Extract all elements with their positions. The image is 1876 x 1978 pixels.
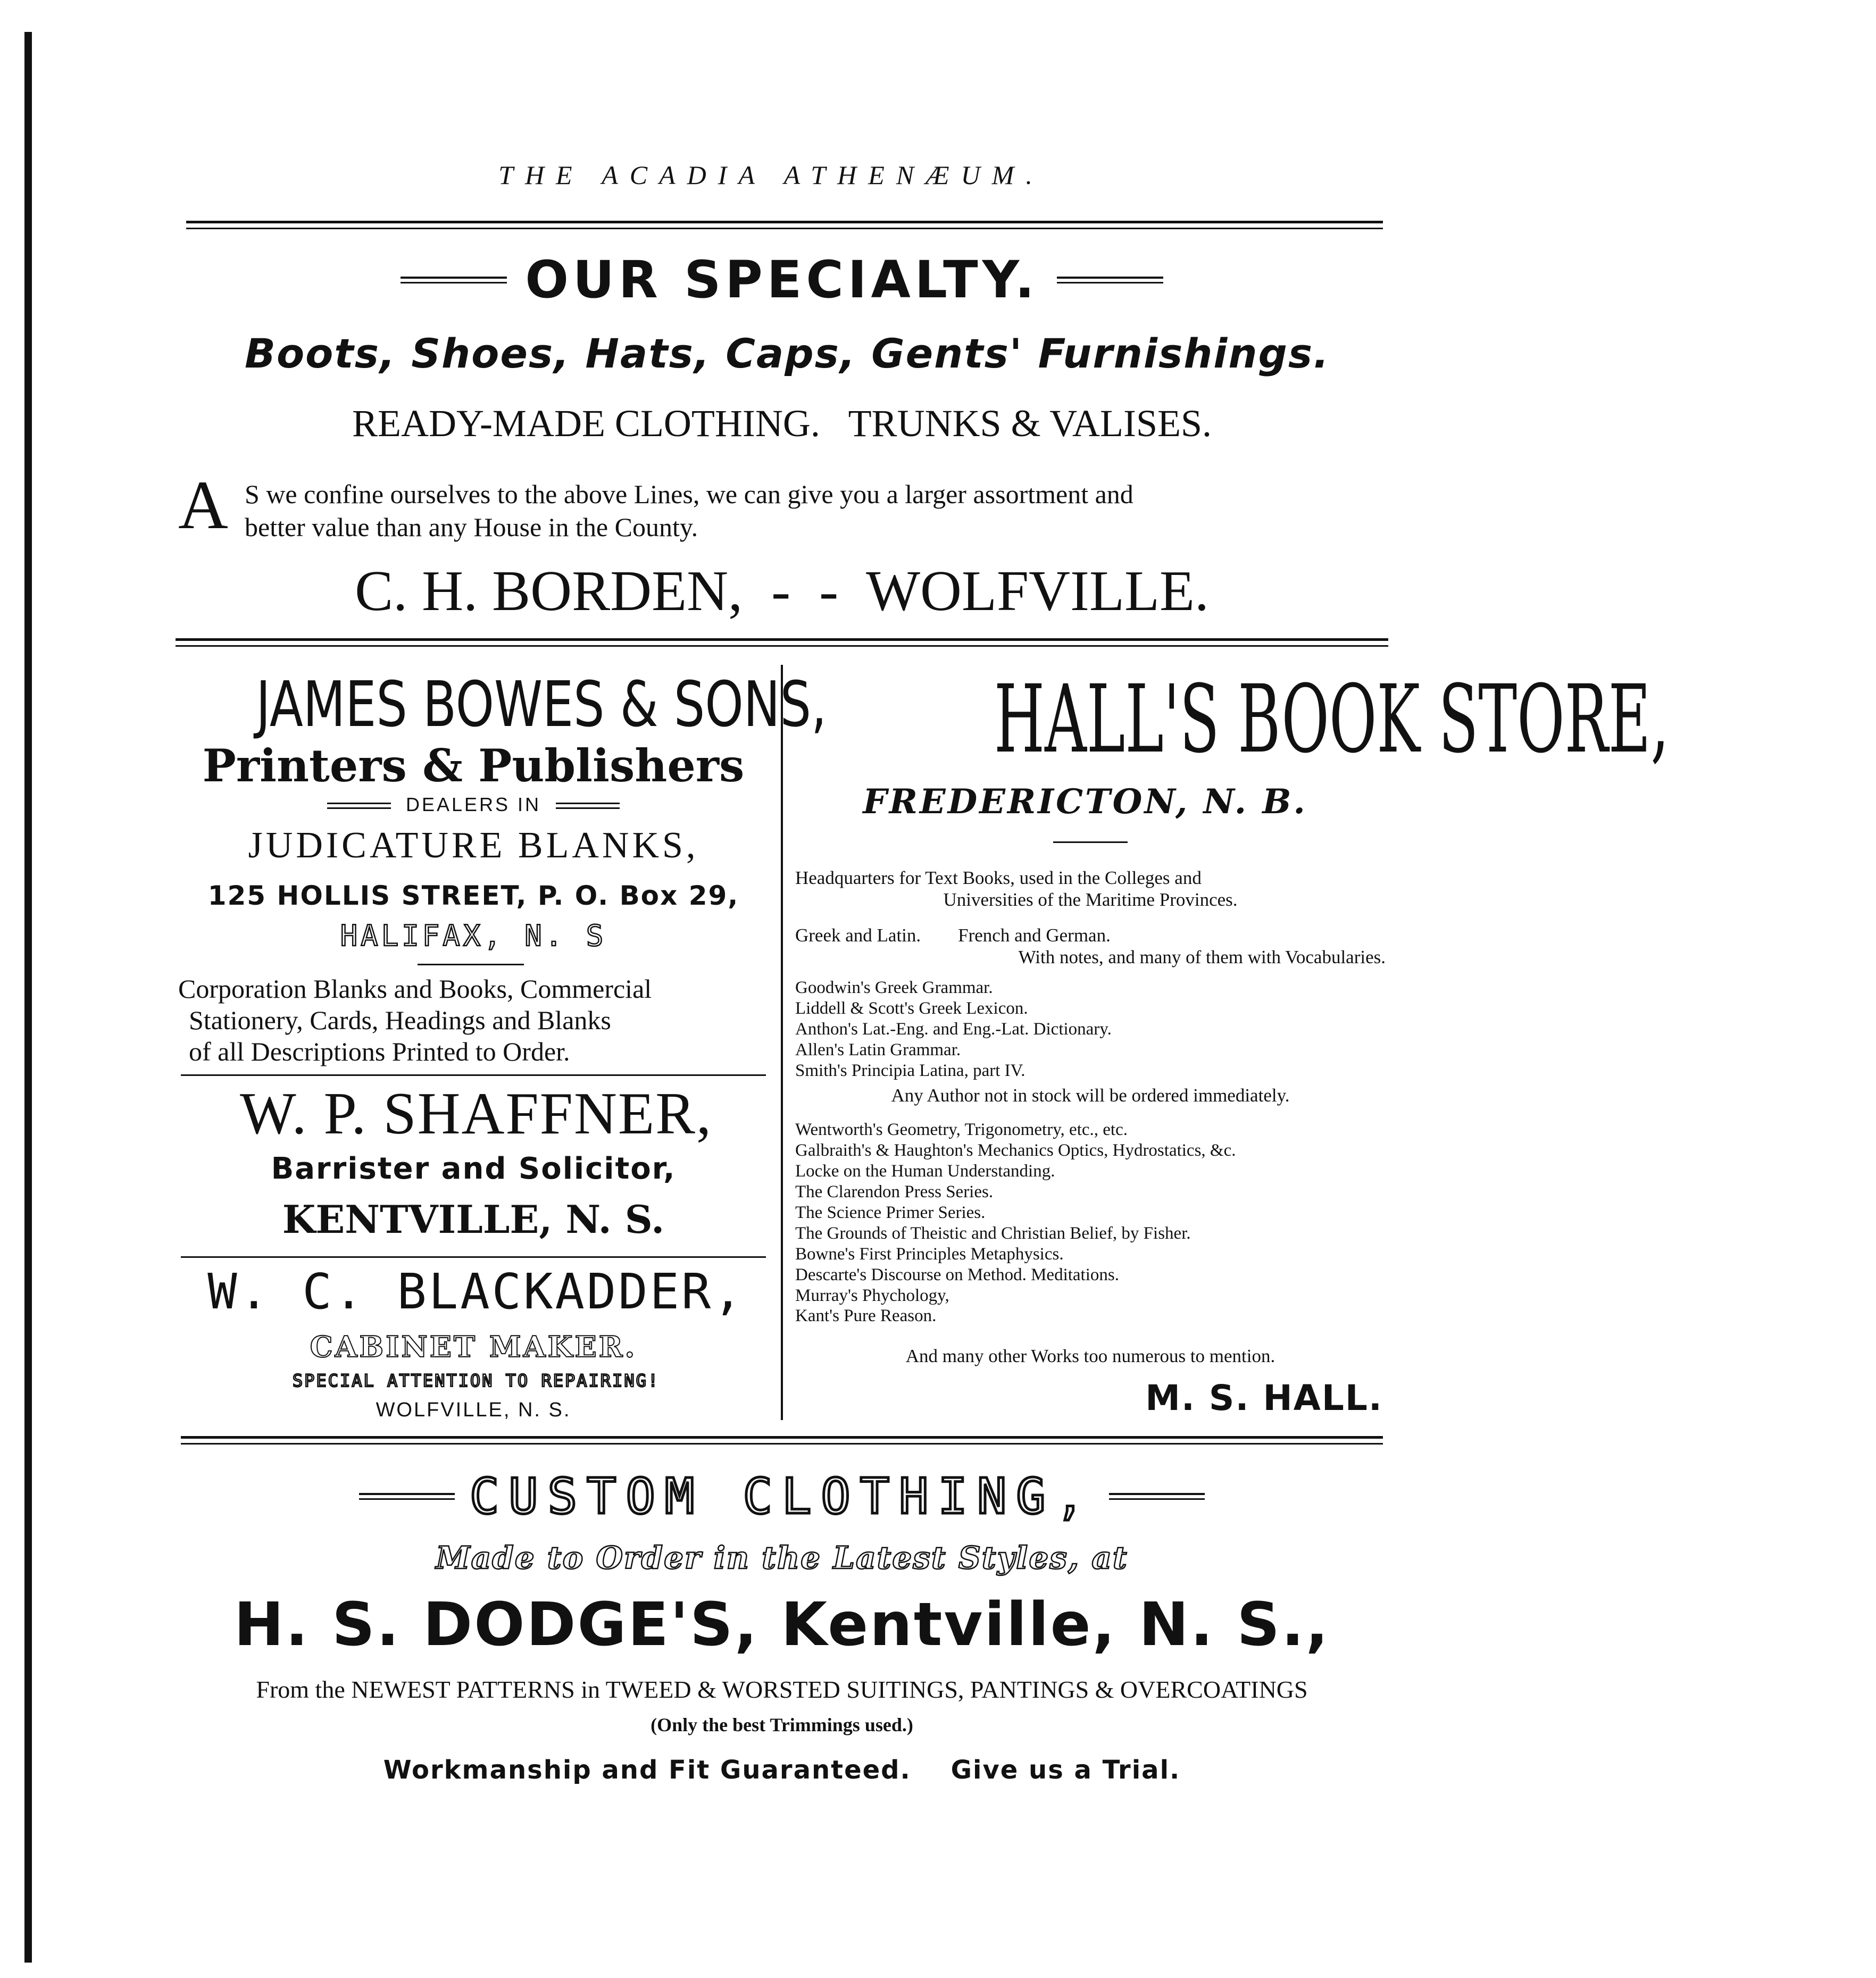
dodge-title-row xyxy=(176,1468,1388,1526)
bowes-city: HALIFAX, N. S xyxy=(340,919,607,953)
hall-signature: M. S. HALL. xyxy=(1145,1378,1383,1418)
bowes-desc-line2: Stationery, Cards, Headings and Blanks xyxy=(189,1005,611,1035)
blackadder-name: W. C. BLACKADDER, xyxy=(207,1263,745,1320)
dodge-name: H. S. DODGE'S, Kentville, N. S., xyxy=(234,1590,1330,1659)
specialty-body-line2: better value than any House in the County. xyxy=(245,512,698,542)
list-item: Wentworth's Geometry, Trigonometry, etc., etc. xyxy=(795,1120,1128,1139)
dealers-left-rule xyxy=(327,803,391,809)
hall-name-wrap xyxy=(787,665,1670,777)
specialty-title-row xyxy=(181,250,1383,308)
shaffner-bottom-rule xyxy=(181,1256,766,1258)
blackadder-trade: CABINET MAKER. xyxy=(310,1330,637,1364)
bowes-name-wrap xyxy=(176,667,827,741)
list-item: Smith's Principia Latina, part IV. xyxy=(795,1061,1025,1080)
shaffner-city: KENTVILLE, N. S. xyxy=(282,1197,665,1242)
hall-lang-line1: Greek and Latin. French and German. xyxy=(795,925,1111,946)
dealers-right-rule xyxy=(556,803,620,809)
header-double-rule xyxy=(186,221,1383,229)
hall-name: HALL'S BOOK STORE, xyxy=(994,665,1670,774)
hall-city: FREDERICTON, N. B. xyxy=(863,782,1307,822)
right-ornament-rule xyxy=(1057,277,1163,283)
binding-edge xyxy=(24,32,32,1963)
hall-books-list-b xyxy=(795,1120,1386,1326)
shaffner-name: W. P. SHAFFNER, xyxy=(240,1081,712,1147)
right-arrow-rule xyxy=(1109,1493,1205,1500)
list-item: Bowne's First Principles Metaphysics. xyxy=(795,1244,1064,1264)
list-item: Liddell & Scott's Greek Lexicon. xyxy=(795,998,1028,1018)
dodge-patterns: From the NEWEST PATTERNS in TWEED & WORSTED SUITINGS, PANTINGS & OVERCOATINGS xyxy=(256,1676,1308,1703)
dodge-guarantee: Workmanship and Fit Guaranteed. Give us a Trial. xyxy=(383,1755,1181,1785)
list-item: The Science Primer Series. xyxy=(795,1203,986,1222)
hall-languages xyxy=(795,924,1386,969)
bowes-bottom-rule xyxy=(181,1074,766,1076)
specialty-title: OUR SPECIALTY. xyxy=(525,250,1039,310)
list-item: The Grounds of Theistic and Christian Belief, by Fisher. xyxy=(795,1223,1191,1243)
list-item: Locke on the Human Understanding. xyxy=(795,1161,1055,1181)
bowes-dealers: DEALERS IN xyxy=(405,794,541,815)
list-item: Anthon's Lat.-Eng. and Eng.-Lat. Dictionary. xyxy=(795,1019,1112,1039)
bowes-blanks: JUDICATURE BLANKS, xyxy=(248,825,699,866)
bowes-address: 125 HOLLIS STREET, P. O. Box 29, xyxy=(207,880,739,911)
dodge-made-to-order: Made to Order in the Latest Styles, at xyxy=(436,1540,1128,1576)
drop-cap: A xyxy=(178,467,228,544)
bowes-dealers-row xyxy=(176,794,771,816)
left-ornament-rule xyxy=(401,277,507,283)
bowes-desc-line1: Corporation Blanks and Books, Commercial xyxy=(178,974,652,1004)
bowes-trade: Printers & Publishers xyxy=(202,739,745,792)
running-head: THE ACADIA ATHENÆUM. xyxy=(498,160,1044,190)
section-double-rule xyxy=(176,638,1388,647)
list-item: The Clarendon Press Series. xyxy=(795,1182,994,1201)
specialty-body-line1: S we confine ourselves to the above Lines, we can give you a larger assortment and xyxy=(245,479,1133,509)
list-item: Kant's Pure Reason. xyxy=(795,1306,937,1326)
column-divider xyxy=(781,665,783,1420)
bowes-short-rule xyxy=(418,964,524,965)
dodge-title: CUSTOM CLOTHING, xyxy=(469,1468,1095,1525)
bowes-name: JAMES BOWES & SONS, xyxy=(256,667,827,741)
list-item: Descarte's Discourse on Method. Meditations. xyxy=(795,1265,1119,1284)
list-item: Goodwin's Greek Grammar. xyxy=(795,978,993,997)
shaffner-title: Barrister and Solicitor, xyxy=(271,1151,676,1186)
hall-any-author: Any Author not in stock will be ordered immediately. xyxy=(891,1085,1290,1106)
hall-hq-line1: Headquarters for Text Books, used in the Colleges and xyxy=(795,867,1202,888)
dodge-trimmings: (Only the best Trimmings used.) xyxy=(651,1714,913,1735)
borden-signature: C. H. BORDEN, - - WOLFVILLE. xyxy=(355,560,1209,623)
blackadder-city: WOLFVILLE, N. S. xyxy=(376,1399,571,1421)
left-arrow-rule xyxy=(359,1493,455,1500)
hall-ornament-rule xyxy=(1053,841,1128,843)
bowes-description xyxy=(178,973,779,1067)
specialty-subtitle: Boots, Shoes, Hats, Caps, Gents' Furnishings. xyxy=(245,330,1330,377)
hall-hq-line2: Universities of the Maritime Provinces. xyxy=(943,889,1238,911)
hall-many-other: And many other Works too numerous to mention. xyxy=(905,1346,1275,1366)
list-item: Murray's Phychology, xyxy=(795,1286,949,1305)
blackadder-special: SPECIAL ATTENTION TO REPAIRING! xyxy=(292,1371,660,1391)
list-item: Galbraith's & Haughton's Mechanics Optics, Hydrostatics, &c. xyxy=(795,1140,1236,1160)
hall-books-list-a xyxy=(795,978,1386,1081)
bowes-desc-line3: of all Descriptions Printed to Order. xyxy=(189,1037,570,1066)
specialty-line3: READY-MADE CLOTHING. TRUNKS & VALISES. xyxy=(352,402,1212,445)
dodge-top-double-rule xyxy=(181,1436,1383,1445)
hall-lang-line2: With notes, and many of them with Vocabularies. xyxy=(1018,947,1386,968)
hall-headquarters xyxy=(795,867,1386,911)
list-item: Allen's Latin Grammar. xyxy=(795,1040,961,1059)
